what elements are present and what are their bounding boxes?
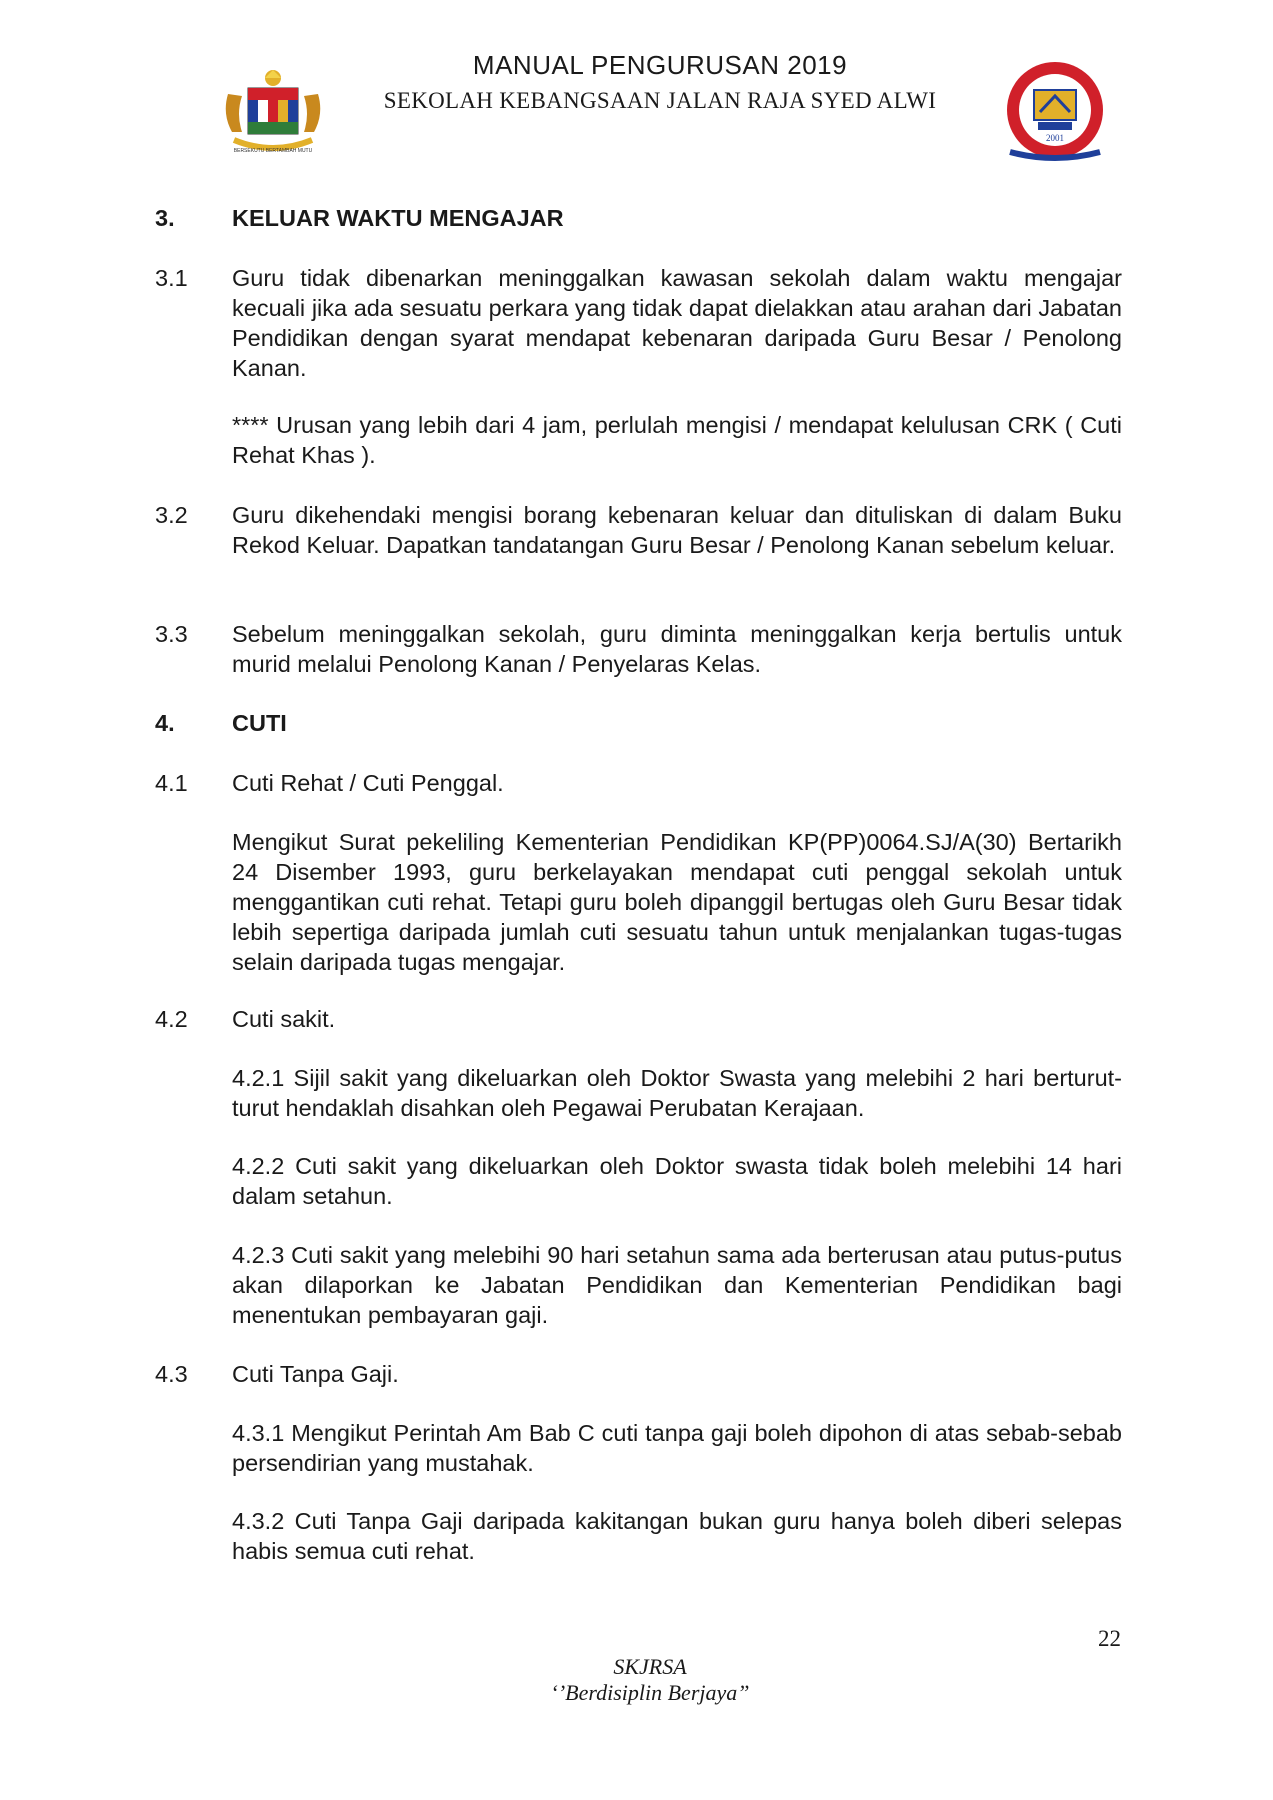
clause-3-2-text: Guru dikehendaki mengisi borang kebenaran keluar dan dituliskan di dalam Buku Rekod Keluar. Dapatkan tandatangan Guru Besar / Penolong Kanan sebelum keluar. [232, 502, 1122, 558]
manual-title: MANUAL PENGURUSAN 2019 [472, 50, 848, 80]
clause-4-3-1-text: 4.3.1 Mengikut Perintah Am Bab C cuti tanpa gaji boleh dipohon di atas sebab-sebab persendirian yang mustahak. [232, 1420, 1122, 1476]
section-4-heading: CUTI [232, 710, 287, 736]
section-3-heading: KELUAR WAKTU MENGAJAR [232, 205, 564, 231]
clause-4-1-number: 4.1 [155, 770, 188, 796]
clause-4-2-2-text: 4.2.2 Cuti sakit yang dikeluarkan oleh Doktor swasta tidak boleh melebihi 14 hari dalam setahun. [232, 1153, 1122, 1209]
page-number: 22 [1098, 1626, 1121, 1651]
coat-of-arms-motto: BERSEKUTU BERTAMBAH MUTU [233, 148, 313, 154]
clause-4-1-paragraph: Mengikut Surat pekeliling Kementerian Pendidikan KP(PP)0064.SJ/A(30) Bertarikh 24 Disember 1993, guru berkelayakan mendapat cuti penggal sekolah untuk menggantikan cuti rehat. Tetapi guru boleh dipanggil bertugas oleh Guru Besar tidak lebih sepertiga daripada jumlah cuti sesuatu tahun untuk menjalankan tugas-tugas selain daripada tugas mengajar. [232, 829, 1122, 975]
clause-4-1-title: Cuti Rehat / Cuti Penggal. [232, 770, 504, 796]
coat-of-arms-logo [218, 66, 328, 158]
footer-motto: ‘’Berdisiplin Berjaya” [550, 1680, 750, 1705]
clause-3-3-text: Sebelum meninggalkan sekolah, guru diminta meninggalkan kerja bertulis untuk murid melalui Penolong Kanan / Penyelaras Kelas. [232, 621, 1122, 677]
footer-school-code: SKJRSA [613, 1654, 687, 1679]
section-3-number: 3. [155, 205, 175, 231]
clause-4-2-3-text: 4.2.3 Cuti sakit yang melebihi 90 hari setahun sama ada berterusan atau putus-putus akan dilaporkan ke Jabatan Pendidikan dan Kementerian Pendidikan bagi menentukan pembayaran gaji. [232, 1242, 1122, 1328]
clause-3-3-number: 3.3 [155, 621, 188, 647]
school-crest-year: 2001 [1046, 133, 1064, 143]
clause-3-2-number: 3.2 [155, 502, 188, 528]
clause-3-1-number: 3.1 [155, 265, 188, 291]
clause-4-3-number: 4.3 [155, 1361, 188, 1387]
clause-3-1-note: **** Urusan yang lebih dari 4 jam, perlulah mengisi / mendapat kelulusan CRK ( Cuti Rehat Khas ). [232, 412, 1122, 468]
clause-3-1-text: Guru tidak dibenarkan meninggalkan kawasan sekolah dalam waktu mengajar kecuali jika ada sesuatu perkara yang tidak dapat dielakkan atau arahan dari Jabatan Pendidikan dengan syarat mendapat kebenaran daripada Guru Besar / Penolong Kanan. [232, 265, 1122, 381]
school-name: SEKOLAH KEBANGSAAN JALAN RAJA SYED ALWI [383, 88, 937, 113]
section-4-number: 4. [155, 710, 175, 736]
clause-4-2-title: Cuti sakit. [232, 1006, 336, 1032]
clause-4-3-title: Cuti Tanpa Gaji. [232, 1361, 399, 1387]
clause-4-3-2-text: 4.3.2 Cuti Tanpa Gaji daripada kakitangan bukan guru hanya boleh diberi selepas habis semua cuti rehat. [232, 1508, 1122, 1564]
clause-4-2-number: 4.2 [155, 1006, 188, 1032]
clause-4-2-1-text: 4.2.1 Sijil sakit yang dikeluarkan oleh Doktor Swasta yang melebihi 2 hari berturut-turut hendaklah disahkan oleh Pegawai Perubatan Kerajaan. [232, 1065, 1122, 1121]
school-crest-logo [1000, 60, 1110, 162]
